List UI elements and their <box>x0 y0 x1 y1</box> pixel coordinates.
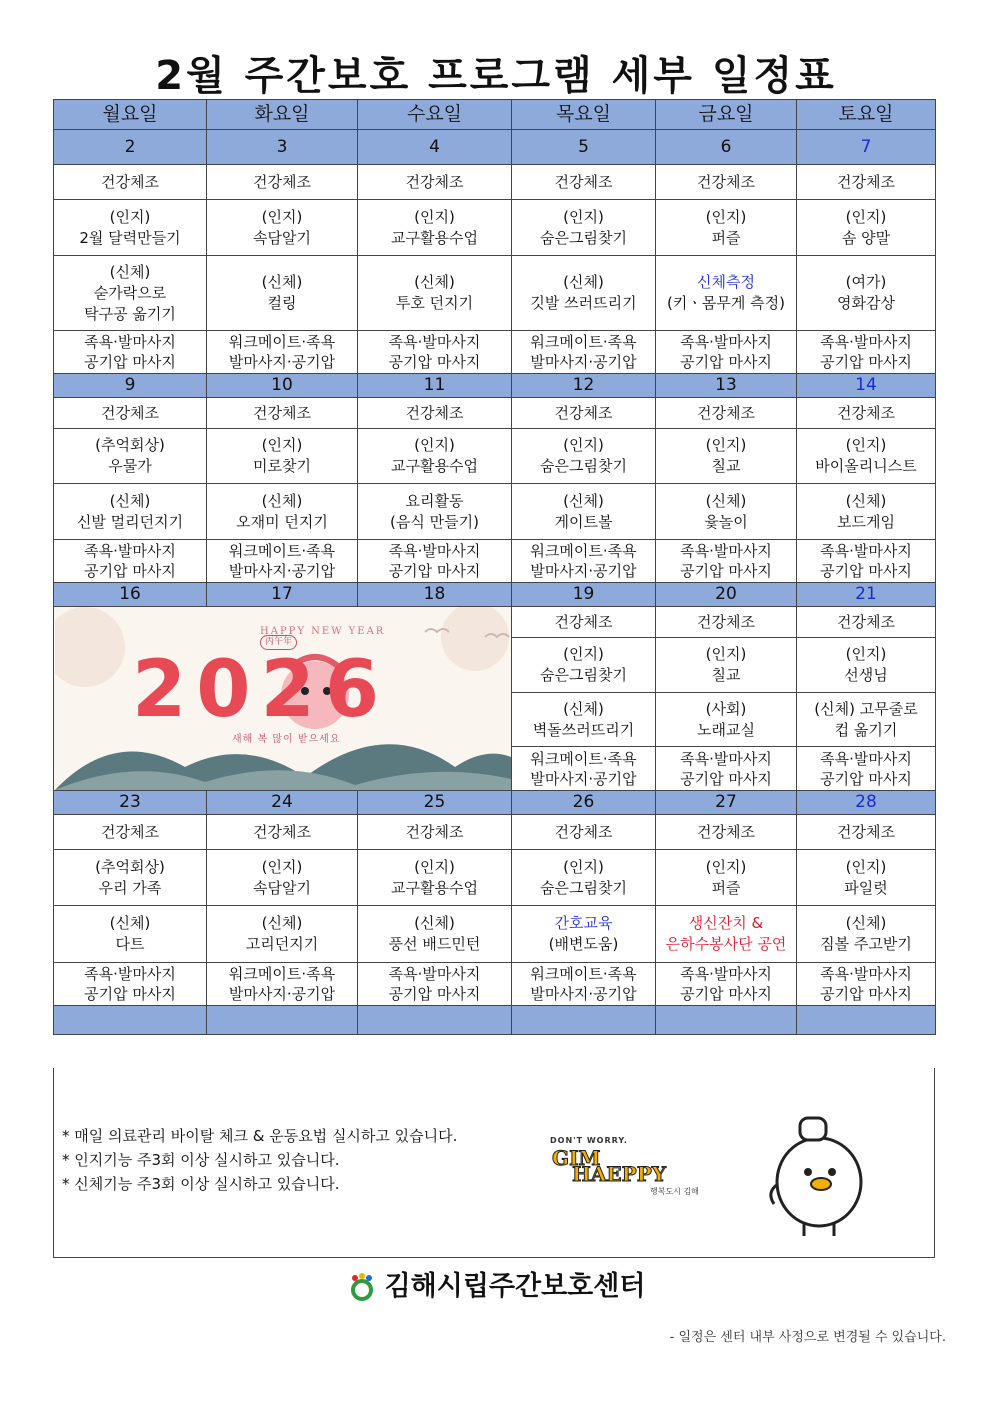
physical-cell <box>54 484 207 540</box>
date-cell: 24 <box>207 791 358 815</box>
cell-activity: 영화감상 <box>837 294 895 312</box>
cell-label: (신체) <box>109 262 151 281</box>
cell-activity: 컬링 <box>267 294 297 312</box>
exercise-cell: 건강체조 <box>797 607 936 638</box>
cell-activity: 신발 멀리던지기 <box>76 512 184 531</box>
cell-activity: (키ㆍ몸무게 측정) <box>667 294 785 312</box>
note-item <box>62 1124 457 1148</box>
cell-activity: 워크메이트·족욕 <box>228 333 336 351</box>
cell-activity: 족욕·발마사지 <box>820 965 912 983</box>
massage-cell <box>207 331 358 374</box>
bullet-icon: * <box>62 1151 70 1169</box>
cell-label: (인지) <box>563 645 604 664</box>
date-cell: 10 <box>207 374 358 398</box>
date-cell: 26 <box>512 791 656 815</box>
banner-message: 새해 복 많이 받으세요 <box>232 734 341 745</box>
cell-activity: 족욕·발마사지 <box>680 749 772 768</box>
physical-row <box>54 484 936 540</box>
cell-activity: 워크메이트·족욕 <box>530 749 637 768</box>
cell-label: (추억회상) <box>95 436 165 454</box>
cell-label: (인지) <box>414 207 455 226</box>
cell-activity: 공기압 마사지 <box>388 353 481 371</box>
exercise-cell: 건강체조 <box>54 165 207 200</box>
exercise-cell: 건강체조 <box>656 815 797 850</box>
physical-cell <box>797 484 936 540</box>
cognitive-cell <box>797 638 936 693</box>
weekday-fri: 금요일 <box>656 100 797 130</box>
cell-activity: 발마사지·공기압 <box>228 985 336 1003</box>
cell-activity: 게이트볼 <box>554 512 613 531</box>
cell-activity: 노래교실 <box>697 720 755 739</box>
cell-activity: 속담알기 <box>253 878 311 897</box>
cell-activity: 컵 옮기기 <box>834 720 898 739</box>
physical-cell-nursing <box>512 906 656 963</box>
massage-row <box>54 540 936 583</box>
cell-activity: 워크메이트·족욕 <box>228 542 336 560</box>
cognitive-row <box>54 200 936 256</box>
banner-year: 2026 <box>132 645 390 735</box>
date-cell: 11 <box>358 374 512 398</box>
date-cell: 3 <box>207 130 358 165</box>
physical-cell <box>358 906 512 963</box>
date-cell: 13 <box>656 374 797 398</box>
cell-activity: 공기압 마사지 <box>680 562 772 580</box>
cell-label: (신체) <box>261 491 303 510</box>
physical-cell <box>512 256 656 331</box>
notes-box <box>53 1068 935 1258</box>
date-cell-saturday: 21 <box>797 583 936 607</box>
exercise-cell: 건강체조 <box>358 398 512 429</box>
blank-cell <box>358 1006 512 1035</box>
cognitive-cell <box>358 429 512 484</box>
massage-cell <box>512 331 656 374</box>
physical-cell-birthday <box>656 906 797 963</box>
blank-cell <box>512 1006 656 1035</box>
cell-activity: (음식 만들기) <box>390 512 479 531</box>
cell-activity: 숟가락으로 <box>93 283 167 302</box>
page-title: 2월 주간보호 프로그램 세부 일정표 <box>155 53 837 99</box>
cognitive-cell <box>207 850 358 906</box>
cell-activity: 공기압 마사지 <box>84 562 176 580</box>
cell-activity: 발마사지·공기압 <box>228 562 336 580</box>
cell-label: (인지) <box>414 857 455 876</box>
exercise-row <box>54 165 936 200</box>
massage-cell <box>656 540 797 583</box>
massage-cell <box>797 963 936 1006</box>
physical-cell <box>656 484 797 540</box>
cell-activity: 족욕·발마사지 <box>820 542 912 560</box>
cell-label: (인지) <box>414 436 455 454</box>
physical-row <box>54 256 936 331</box>
date-cell: 23 <box>54 791 207 815</box>
massage-cell <box>207 540 358 583</box>
date-cell: 25 <box>358 791 512 815</box>
cell-activity: 워크메이트·족욕 <box>530 333 637 351</box>
cell-activity: 공기압 마사지 <box>820 562 912 580</box>
blank-cell <box>797 1006 936 1035</box>
cell-label: (추억회상) <box>95 857 165 876</box>
date-cell-saturday: 7 <box>797 130 936 165</box>
date-cell-saturday: 28 <box>797 791 936 815</box>
cognitive-cell <box>512 850 656 906</box>
gimhaeppy-logo <box>550 1136 720 1196</box>
exercise-cell: 건강체조 <box>512 815 656 850</box>
cell-activity: 공기압 마사지 <box>388 562 481 580</box>
cell-activity: 족욕·발마사지 <box>820 333 912 351</box>
cell-label: (신체) <box>261 273 303 291</box>
cell-activity: 짐볼 주고받기 <box>820 935 912 953</box>
cell-activity: 워크메이트·족욕 <box>228 965 336 983</box>
cell-activity: 깃발 쓰러뜨리기 <box>530 294 637 312</box>
cell-label: (신체) <box>563 273 604 291</box>
cell-label: (인지) <box>705 857 747 876</box>
bullet-icon: * <box>62 1127 70 1145</box>
blank-cell <box>54 1006 207 1035</box>
exercise-row <box>54 398 936 429</box>
date-row <box>54 583 936 607</box>
exercise-cell: 건강체조 <box>207 398 358 429</box>
cell-activity: 발마사지·공기압 <box>530 769 637 788</box>
logo-sub: 행복도시 김해 <box>650 1187 699 1196</box>
cell-label: (인지) <box>845 645 887 664</box>
exercise-cell: 건강체조 <box>512 398 656 429</box>
weekday-header-row <box>54 100 936 130</box>
date-cell: 16 <box>54 583 207 607</box>
cell-activity: 공기압 마사지 <box>680 985 772 1003</box>
physical-cell <box>207 906 358 963</box>
cell-label: (신체) <box>563 491 604 510</box>
cell-activity: 공기압 마사지 <box>680 769 772 788</box>
massage-row <box>54 331 936 374</box>
massage-cell <box>797 747 936 791</box>
cognitive-cell <box>512 429 656 484</box>
date-cell: 17 <box>207 583 358 607</box>
exercise-cell: 건강체조 <box>797 398 936 429</box>
new-year-illustration <box>54 607 511 790</box>
cell-label: (인지) <box>563 857 604 876</box>
cell-activity: 숨은그림찾기 <box>540 878 627 897</box>
cell-label: (인지) <box>109 207 151 226</box>
date-cell-saturday: 14 <box>797 374 936 398</box>
cognitive-cell <box>207 200 358 256</box>
exercise-cell: 건강체조 <box>797 165 936 200</box>
cell-label: (신체) <box>705 491 747 510</box>
cell-activity: 다트 <box>115 935 145 953</box>
cognitive-cell <box>54 429 207 484</box>
exercise-cell: 건강체조 <box>656 165 797 200</box>
physical-cell <box>358 256 512 331</box>
cell-activity: 벽돌쓰러뜨리기 <box>532 720 635 739</box>
cloud-shape <box>441 607 509 671</box>
bullet-icon: * <box>62 1175 70 1193</box>
logo-tagline: DON'T WORRY. <box>550 1136 628 1145</box>
cell-activity: 칠교 <box>711 457 741 475</box>
cell-label: (신체) <box>563 699 604 718</box>
cell-label: 요리활동 <box>405 491 464 510</box>
date-cell: 9 <box>54 374 207 398</box>
exercise-cell: 건강체조 <box>358 165 512 200</box>
cell-label: (인지) <box>563 436 604 454</box>
cell-label: (인지) <box>563 207 604 226</box>
cell-activity: 공기압 마사지 <box>388 985 481 1003</box>
exercise-row <box>54 815 936 850</box>
mountain-shape <box>55 770 511 790</box>
cell-activity: 윷놀이 <box>704 512 748 531</box>
cell-activity: 투호 던지기 <box>395 294 474 312</box>
exercise-cell: 건강체조 <box>207 165 358 200</box>
physical-cell <box>207 484 358 540</box>
cell-activity: 족욕·발마사지 <box>84 965 176 983</box>
cell-activity: 고리던지기 <box>245 935 319 953</box>
cognitive-row <box>54 429 936 484</box>
banner-greeting: HAPPY NEW YEAR <box>260 626 386 637</box>
cognitive-cell <box>512 200 656 256</box>
weekday-mon: 월요일 <box>54 100 207 130</box>
cognitive-cell <box>207 429 358 484</box>
exercise-cell: 건강체조 <box>358 815 512 850</box>
physical-cell <box>358 484 512 540</box>
date-cell: 2 <box>54 130 207 165</box>
date-cell: 5 <box>512 130 656 165</box>
exercise-cell: 건강체조 <box>656 607 797 638</box>
cognitive-cell <box>54 200 207 256</box>
cognitive-cell <box>358 200 512 256</box>
physical-cell-measurement <box>656 256 797 331</box>
exercise-cell: 건강체조 <box>512 607 656 638</box>
physical-cell <box>54 256 207 331</box>
cell-activity: 족욕·발마사지 <box>388 333 481 351</box>
cell-activity: 족욕·발마사지 <box>680 965 772 983</box>
cell-activity: 은하수봉사단 공연 <box>665 935 787 953</box>
cell-label: (신체) <box>845 491 887 510</box>
exercise-cell: 건강체조 <box>207 815 358 850</box>
cognitive-cell <box>54 850 207 906</box>
cell-label: (인지) <box>261 436 303 454</box>
new-year-banner <box>54 607 512 791</box>
cell-activity: 숨은그림찾기 <box>540 228 627 247</box>
exercise-cell: 건강체조 <box>656 398 797 429</box>
cell-label: (신체) 고무줄로 <box>814 699 918 718</box>
massage-cell <box>797 331 936 374</box>
cell-activity: 칠교 <box>711 666 741 685</box>
exercise-cell: 건강체조 <box>54 815 207 850</box>
cell-activity: 공기압 마사지 <box>820 985 912 1003</box>
exercise-cell: 건강체조 <box>797 815 936 850</box>
date-cell: 12 <box>512 374 656 398</box>
cell-label: (인지) <box>705 207 747 226</box>
massage-cell <box>512 540 656 583</box>
massage-cell <box>512 747 656 791</box>
exercise-cell: 건강체조 <box>512 165 656 200</box>
cell-activity: 숨은그림찾기 <box>540 457 627 475</box>
date-cell: 6 <box>656 130 797 165</box>
cell-activity: 2월 달력만들기 <box>79 228 181 247</box>
massage-cell <box>358 540 512 583</box>
center-name <box>0 1264 992 1303</box>
massage-cell <box>358 963 512 1006</box>
cell-label: (신체) <box>261 914 303 932</box>
physical-cell <box>512 692 656 747</box>
cell-activity: 퍼즐 <box>711 878 741 897</box>
cell-activity: 미로찾기 <box>253 457 311 475</box>
cell-activity: 족욕·발마사지 <box>84 542 176 560</box>
cell-label: (인지) <box>845 207 887 226</box>
weekday-tue: 화요일 <box>207 100 358 130</box>
date-cell: 4 <box>358 130 512 165</box>
cell-activity: 파일럿 <box>844 878 888 897</box>
cell-label: (인지) <box>845 436 887 454</box>
logo-line1: GIM <box>552 1146 601 1170</box>
cell-label: (인지) <box>261 857 303 876</box>
cell-activity: 발마사지·공기압 <box>228 353 336 371</box>
cell-label: (인지) <box>705 645 747 664</box>
physical-row <box>54 906 936 963</box>
cell-activity: 족욕·발마사지 <box>388 542 481 560</box>
cell-activity: 발마사지·공기압 <box>530 985 637 1003</box>
cell-label: 생신잔치 & <box>688 914 764 932</box>
center-name-text: 김해시립주간보호센터 <box>384 1271 646 1302</box>
physical-cell <box>797 906 936 963</box>
cell-activity: 탁구공 옮기기 <box>84 304 176 323</box>
cell-label: (인지) <box>705 436 747 454</box>
cell-activity: 족욕·발마사지 <box>388 965 481 983</box>
date-row <box>54 130 936 165</box>
cell-activity: 족욕·발마사지 <box>820 749 912 768</box>
cognitive-cell <box>656 200 797 256</box>
massage-cell <box>512 963 656 1006</box>
massage-cell <box>797 540 936 583</box>
center-logo-icon <box>347 1273 377 1303</box>
cognitive-row <box>54 850 936 906</box>
cell-activity: 속담알기 <box>253 228 311 247</box>
cognitive-cell <box>512 638 656 693</box>
date-cell: 20 <box>656 583 797 607</box>
cognitive-cell <box>656 638 797 693</box>
massage-cell <box>54 963 207 1006</box>
cognitive-cell <box>656 850 797 906</box>
physical-cell <box>797 692 936 747</box>
disclaimer: - 일정은 센터 내부 사정으로 변경될 수 있습니다. <box>669 1330 946 1345</box>
physical-cell <box>512 484 656 540</box>
cell-activity: 족욕·발마사지 <box>680 542 772 560</box>
cell-label: (신체) <box>414 273 455 291</box>
exercise-row <box>54 607 936 638</box>
cell-activity: 공기압 마사지 <box>680 353 772 371</box>
cell-activity: 발마사지·공기압 <box>530 353 637 371</box>
cognitive-cell <box>656 429 797 484</box>
schedule-table <box>53 99 936 1035</box>
cell-activity: 숨은그림찾기 <box>540 666 627 685</box>
date-cell: 27 <box>656 791 797 815</box>
date-row <box>54 791 936 815</box>
cell-activity: 공기압 마사지 <box>84 353 176 371</box>
cell-label: (신체) <box>109 491 151 510</box>
cell-label: (사회) <box>705 699 747 718</box>
massage-cell <box>207 963 358 1006</box>
blank-cell <box>656 1006 797 1035</box>
weekday-wed: 수요일 <box>358 100 512 130</box>
cell-label: (신체) <box>414 914 455 932</box>
massage-cell <box>656 331 797 374</box>
cell-activity: 공기압 마사지 <box>820 769 912 788</box>
note-item <box>62 1148 457 1172</box>
cell-activity: 우리 가족 <box>98 878 162 897</box>
cell-activity: 발마사지·공기압 <box>530 562 637 580</box>
physical-cell <box>797 256 936 331</box>
note-item <box>62 1172 457 1196</box>
note-text: 신체기능 주3회 이상 실시하고 있습니다. <box>74 1175 340 1193</box>
banner-zodiac: 丙午年 <box>260 635 297 650</box>
massage-cell <box>656 963 797 1006</box>
cell-label: (인지) <box>845 857 887 876</box>
cell-label: (여가) <box>845 273 887 291</box>
exercise-cell: 건강체조 <box>54 398 207 429</box>
weekday-thu: 목요일 <box>512 100 656 130</box>
cell-label: (인지) <box>261 207 303 226</box>
cell-activity: 풍선 배드민턴 <box>388 935 481 953</box>
cell-label: (신체) <box>109 914 151 932</box>
massage-row <box>54 963 936 1006</box>
cloud-shape <box>55 607 125 687</box>
date-cell: 19 <box>512 583 656 607</box>
physical-cell <box>656 692 797 747</box>
physical-cell <box>54 906 207 963</box>
cell-label: 신체측정 <box>697 273 755 291</box>
date-cell: 18 <box>358 583 512 607</box>
cell-label: (신체) <box>845 914 887 932</box>
notes-list <box>62 1124 457 1196</box>
cell-activity: 보드게임 <box>837 512 895 531</box>
cell-activity: 우물가 <box>108 457 152 475</box>
blank-row <box>54 1006 936 1035</box>
date-row <box>54 374 936 398</box>
cell-activity: 교구활용수업 <box>391 228 478 247</box>
cell-activity: 퍼즐 <box>711 228 741 247</box>
cell-activity: 족욕·발마사지 <box>680 333 772 351</box>
cognitive-cell <box>797 429 936 484</box>
logo-line2: HAEPPY <box>572 1162 667 1186</box>
cognitive-cell <box>358 850 512 906</box>
cell-activity: 교구활용수업 <box>391 878 478 897</box>
note-text: 매일 의료관리 바이탈 체크 & 운동요법 실시하고 있습니다. <box>74 1127 458 1145</box>
massage-cell <box>358 331 512 374</box>
cell-activity: 공기압 마사지 <box>84 985 176 1003</box>
cell-activity: 워크메이트·족욕 <box>530 965 637 983</box>
duck-mascot-icon <box>764 1112 874 1242</box>
weekday-sat: 토요일 <box>797 100 936 130</box>
cognitive-cell <box>797 850 936 906</box>
cell-activity: 오재미 던지기 <box>236 512 328 531</box>
blank-cell <box>207 1006 358 1035</box>
massage-cell <box>54 540 207 583</box>
cell-activity: 솜 양말 <box>841 228 891 247</box>
massage-cell <box>54 331 207 374</box>
cell-activity: 워크메이트·족욕 <box>530 542 637 560</box>
cell-activity: 교구활용수업 <box>391 457 478 475</box>
cell-activity: 족욕·발마사지 <box>84 333 176 351</box>
cell-activity: 바이올리니스트 <box>815 457 917 475</box>
cognitive-cell <box>797 200 936 256</box>
cell-activity: (배변도움) <box>548 935 619 953</box>
massage-cell <box>656 747 797 791</box>
cell-activity: 공기압 마사지 <box>820 353 912 371</box>
cell-activity: 선생님 <box>844 666 888 685</box>
cell-label: 간호교육 <box>554 914 613 932</box>
note-text: 인지기능 주3회 이상 실시하고 있습니다. <box>74 1151 340 1169</box>
physical-cell <box>207 256 358 331</box>
